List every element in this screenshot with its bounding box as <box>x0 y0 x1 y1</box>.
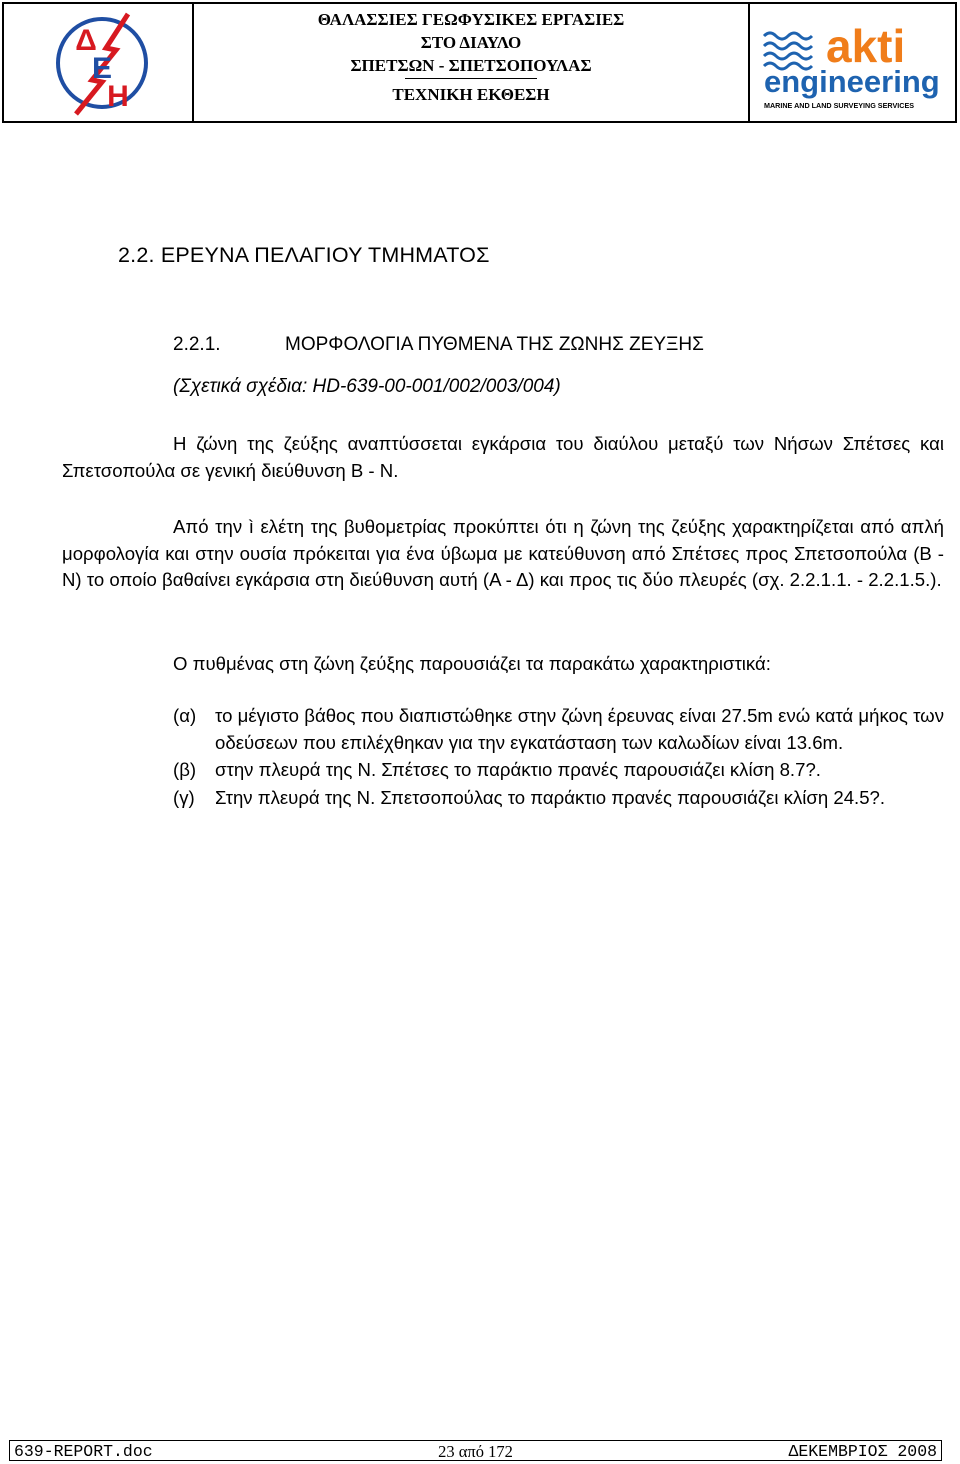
list-item-marker: (γ) <box>173 787 195 809</box>
footer-page-number: 23 από 172 <box>438 1442 513 1461</box>
list-item-text: το μέγιστο βάθος που διαπιστώθηκε στην ζώνη έρευνας είναι 27.5m ενώ κατά μήκος των οδεύσεων που επιλέχθηκαν για την εγκατάσταση των καλωδίων είναι 13.6m. <box>215 705 944 753</box>
list-item <box>173 703 944 756</box>
header-report-label: ΤΕΧΝΙΚΗ ΕΚΘΕΣΗ <box>392 85 550 104</box>
list-item-marker: (α) <box>173 705 197 726</box>
page-header <box>2 2 957 123</box>
paragraph-seabed-intro: Ο πυθμένας στη ζώνη ζεύξης παρουσιάζει τα παρακάτω χαρακτηριστικά: <box>173 653 771 674</box>
list-item <box>173 785 944 812</box>
dei-logo-letter-d: Δ <box>75 24 97 57</box>
drawings-reference: (Σχετικά σχέδια: HD-639-00-001/002/003/004) <box>173 376 561 397</box>
akti-brand-bottom: engineering <box>764 64 940 99</box>
header-title-block <box>194 4 750 121</box>
section-title: 2.2. ΕΡΕΥΝΑ ΠΕΛΑΓΙΟΥ ΤΜΗΜΑΤΟΣ <box>118 243 490 267</box>
paragraph-bathymetry: Από την ì ελέτη της βυθομετρίας προκύπτει ότι η ζώνη της ζεύξης χαρακτηρίζεται από απλή μορφολογία και στην ουσία πρόκειται για ένα ύβωμα με κατεύθυνση από Σπέτσες προς Σπετσοπούλα (Β - Ν) το οποίο βαθαίνει εγκάρσια στη διεύθυνση αυτή (Α - Δ) και προς τις δύο πλευρές (σχ. 2.2.1.1. - 2.2.1.5.). <box>62 516 944 590</box>
characteristics-list <box>173 703 944 813</box>
page-footer <box>9 1440 942 1461</box>
header-title-line1: ΘΑΛΑΣΣΙΕΣ ΓΕΩΦΥΣΙΚΕΣ ΕΡΓΑΣΙΕΣ <box>317 10 625 29</box>
header-left-logo-cell <box>4 4 194 121</box>
header-title-line3: ΣΠΕΤΣΩΝ - ΣΠΕΤΣΟΠΟΥΛΑΣ <box>350 56 592 75</box>
list-item-text: στην πλευρά της Ν. Σπέτσες το παράκτιο πρανές παρουσιάζει κλίση 8.7?. <box>215 759 821 781</box>
dei-logo-letter-e: Ε <box>91 52 113 85</box>
paragraph-zone-direction: Η ζώνη της ζεύξης αναπτύσσεται εγκάρσια του διαύλου μεταξύ των Νήσων Σπέτσες και Σπετσοπούλα σε γενική διεύθυνση Β - Ν. <box>62 433 944 481</box>
list-item-text: Στην πλευρά της Ν. Σπετσοπούλας το παράκτιο πρανές παρουσιάζει κλίση 24.5?. <box>215 787 886 809</box>
footer-filename: 639-REPORT.doc <box>14 1442 153 1461</box>
footer-date: ΔΕΚΕΜΒΡΙΟΣ 2008 <box>788 1442 937 1461</box>
akti-tagline: MARINE AND LAND SURVEYING SERVICES <box>764 101 915 110</box>
akti-engineering-logo <box>762 14 946 114</box>
list-item-marker: (β) <box>173 759 197 781</box>
dei-logo <box>54 8 150 118</box>
subsection-title: ΜΟΡΦΟΛΟΓΙΑ ΠΥΘΜΕΝΑ ΤΗΣ ΖΩΝΗΣ ΖΕΥΞΗΣ <box>285 334 704 355</box>
header-title-line2: ΣΤΟ ΔΙΑΥΛΟ <box>420 33 522 52</box>
subsection-number: 2.2.1. <box>173 334 221 355</box>
header-divider <box>405 78 537 79</box>
akti-brand-top: akti <box>826 20 906 72</box>
list-item <box>173 757 944 784</box>
dei-logo-letter-h: Η <box>107 80 129 113</box>
header-right-logo-cell <box>750 4 955 121</box>
